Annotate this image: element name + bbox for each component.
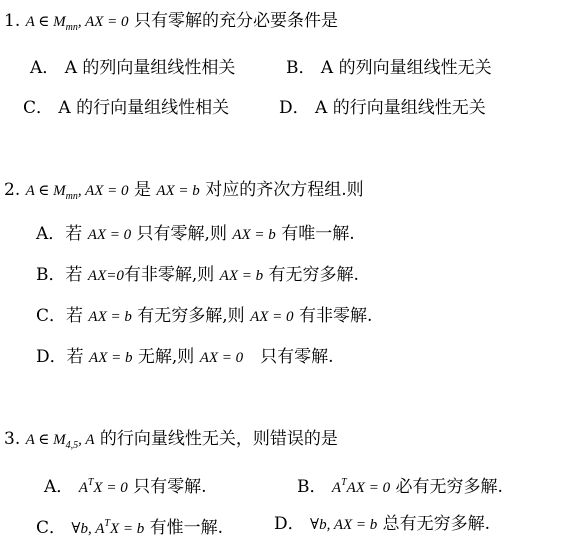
option-text: 有惟一解. (144, 518, 224, 538)
math-expression: A (331, 480, 342, 496)
math-expression: ∀b, A (71, 521, 105, 537)
math-subscript: mn (65, 191, 78, 202)
math-expression: A ∈ M (25, 14, 66, 30)
option-text: 若 (65, 265, 88, 285)
question-1-option-c (23, 97, 229, 119)
math-superscript: T (104, 518, 110, 529)
option-text: A 的列向量组线性无关 (320, 58, 492, 78)
option-text: 有无穷多解,则 (131, 306, 251, 326)
math-expression: , AX = 0 (77, 183, 129, 199)
question-1-option-b (286, 57, 492, 79)
option-label: A． (44, 477, 74, 497)
question-text: 对应的齐次方程组.则 (199, 180, 364, 200)
option-label: A． (36, 224, 66, 244)
option-label: B． (297, 477, 327, 497)
option-text: 总有无穷多解. (377, 514, 491, 534)
option-label: D． (274, 514, 305, 534)
option-label: B． (36, 265, 66, 285)
question-number: 2. (4, 180, 26, 200)
question-text: 只有零解的充分必要条件是 (128, 11, 338, 31)
option-text: A 的列向量组线性相关 (64, 58, 236, 78)
math-expression: AX = 0 (346, 480, 391, 496)
question-1-option-a (30, 57, 235, 79)
option-text: 无解,则 (132, 347, 200, 367)
option-label: D． (279, 98, 310, 118)
math-expression: AX = b (88, 309, 132, 325)
question-text: 是 (128, 180, 157, 200)
math-expression: X = b (109, 521, 145, 537)
option-label: C． (23, 98, 54, 118)
question-2-option-b (36, 264, 359, 287)
math-expression: , AX = 0 (77, 14, 129, 30)
option-label: C． (36, 518, 67, 538)
question-3-option-b (297, 472, 503, 499)
math-expression: AX = b (232, 227, 276, 243)
question-3-stem (4, 428, 338, 457)
option-text: 有无穷多解. (263, 265, 359, 285)
option-label: C． (36, 306, 67, 326)
question-2-option-d (36, 346, 334, 369)
question-3-option-c (36, 513, 223, 540)
math-subscript: mn (65, 22, 78, 33)
math-subscript: 4,5 (65, 440, 79, 451)
math-expression: AX = b (219, 268, 264, 284)
math-expression: AX = b (156, 183, 200, 199)
option-text: 有非零解,则 (123, 265, 220, 285)
math-expression: X = 0 (93, 480, 128, 496)
option-text: A 的行向量组线性相关 (58, 98, 230, 118)
math-expression: AX = 0 (87, 227, 132, 243)
math-expression: AX=0 (87, 268, 124, 284)
math-expression: AX = 0 (250, 309, 294, 325)
option-text: A 的行向量组线性无关 (315, 98, 486, 118)
math-expression: , A (78, 432, 95, 448)
option-label: A． (30, 58, 60, 78)
question-2-option-a (36, 223, 355, 246)
question-2-option-c (36, 305, 372, 328)
math-superscript: T (87, 477, 94, 488)
math-expression: ∀b, AX = b (310, 517, 378, 533)
option-text: 若 (66, 347, 90, 367)
option-label: B． (286, 58, 316, 78)
option-text: 必有无穷多解. (390, 477, 503, 497)
question-number: 3. (4, 429, 26, 449)
math-expression: AX = 0 (199, 350, 244, 366)
question-1-stem (4, 10, 338, 39)
question-3-option-a (44, 472, 207, 499)
question-number: 1. (4, 11, 26, 31)
option-text: 只有零解. (127, 477, 207, 497)
option-text: 只有零解,则 (131, 224, 233, 244)
option-text: 若 (65, 224, 88, 244)
option-text: 有唯一解. (275, 224, 355, 244)
question-1-option-d (279, 97, 486, 119)
question-2-stem (4, 179, 364, 208)
math-expression: A ∈ M (25, 183, 66, 199)
question-text: 的行向量线性无关，则错误的是 (94, 429, 338, 449)
option-text: 有非零解. (293, 306, 373, 326)
question-3-option-d (274, 513, 490, 536)
math-superscript: T (341, 477, 347, 488)
option-label: D． (36, 347, 67, 367)
math-expression: A ∈ M (25, 432, 66, 448)
option-text: 只有零解. (243, 347, 334, 367)
option-text: 若 (66, 306, 89, 326)
math-expression: A (78, 480, 88, 496)
math-expression: AX = b (89, 350, 133, 366)
